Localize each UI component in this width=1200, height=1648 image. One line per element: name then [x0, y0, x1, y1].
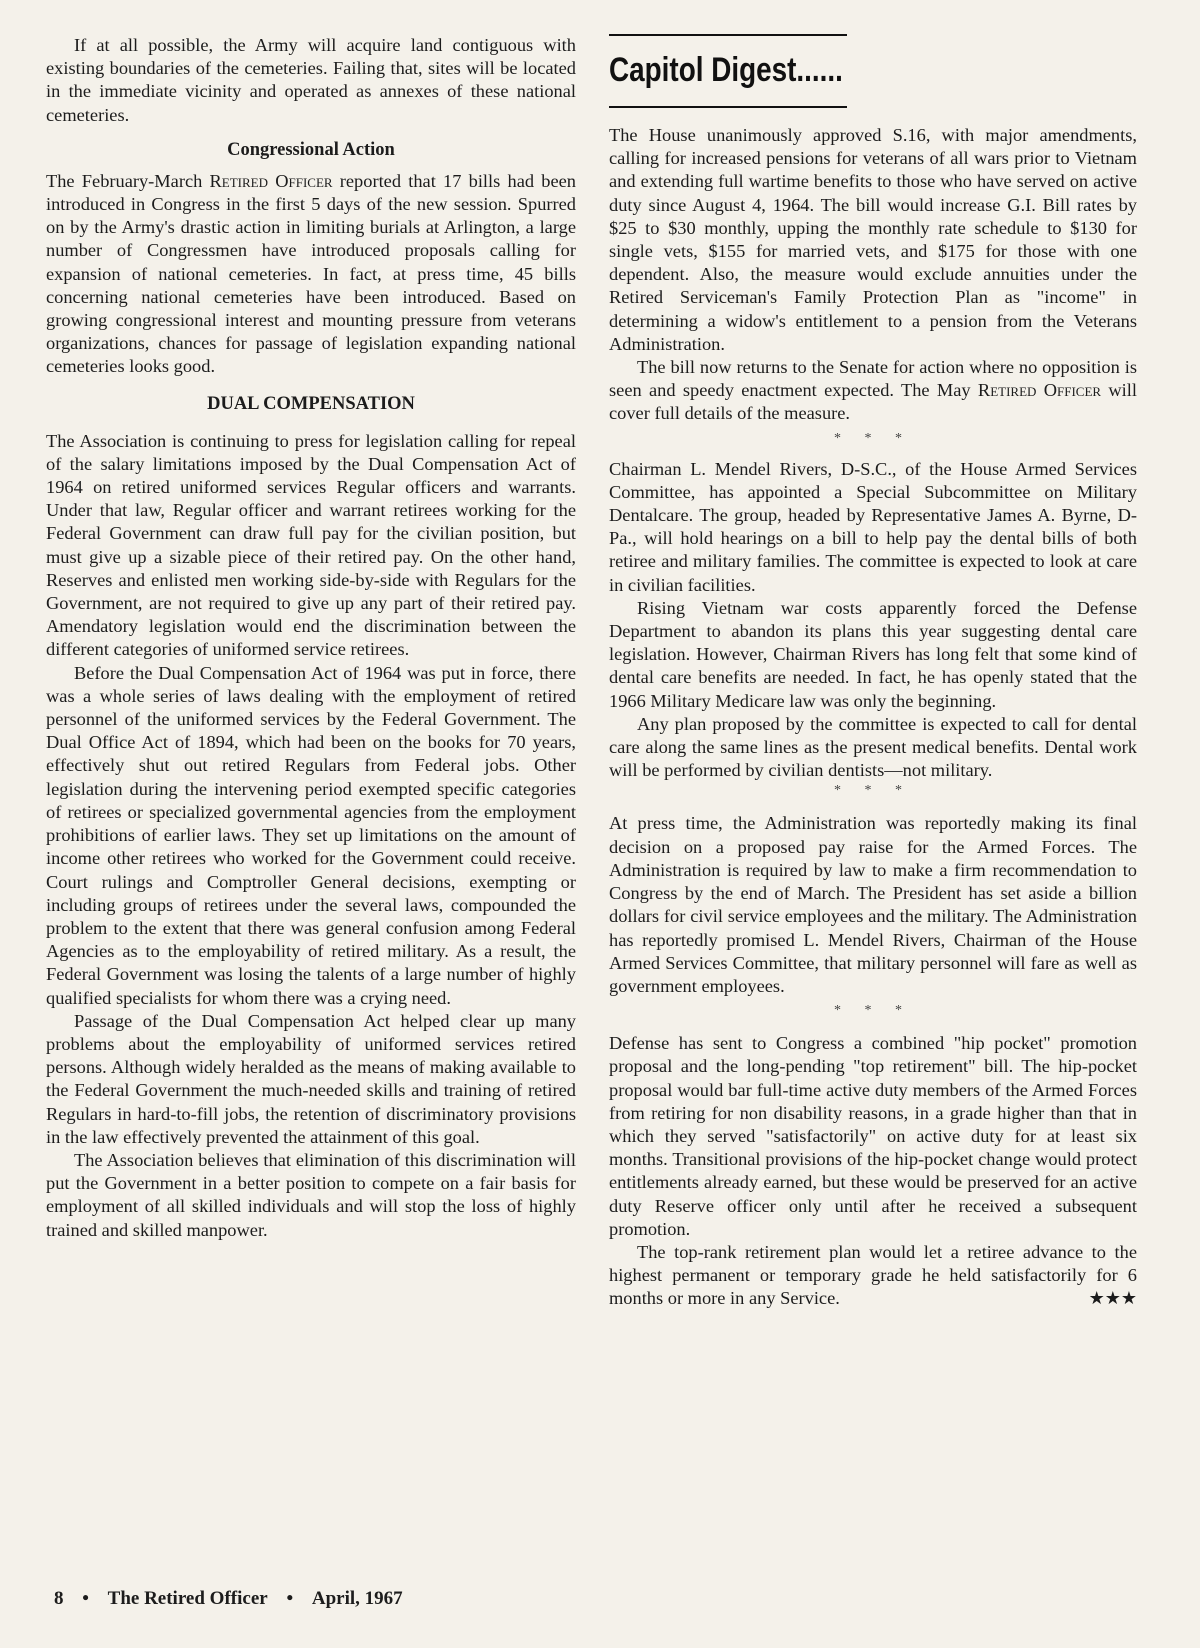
- section-separator: * * *: [834, 1003, 912, 1019]
- paragraph-top-rank-retirement: [609, 1241, 1137, 1311]
- paragraph-cemetery-land: If at all possible, the Army will acquire land contiguous with existing boundaries of the cemeteries. Failing that, sites will be located in the immediate vicinity and operated as annexes of these national cemeteries.: [46, 35, 576, 125]
- heading-dual-compensation: DUAL COMPENSATION: [207, 393, 415, 414]
- paragraph-vietnam-costs: Rising Vietnam war costs apparently forced the Defense Department to abandon its plans this year suggesting dental care legislation. However, Chairman Rivers has long felt that some kind of dental care benefits are needed. In fact, he has openly stated that the 1966 Military Medicare law was only the beginning.: [609, 597, 1137, 711]
- magazine-name-caps: Retired Officer: [209, 170, 333, 191]
- paragraph-dual-comp-1: The Association is continuing to press for legislation calling for repeal of the salary limitations imposed by the Dual Compensation Act of 1964 on retired uniformed services Regular officers and warrants. Under that law, Regular officer and warrant retirees working for the Federal Government can draw full pay for the civilian position, but must give up a sizable piece of their retired pay. On the other hand, Reserves and enlisted men working side-by-side with Regulars for the Government, are not required to give up any part of their retired pay. Amendatory legislation would end the discrimination between the different categories of uniformed service retirees.: [46, 430, 576, 660]
- end-mark-stars: ★★★: [1088, 1288, 1137, 1309]
- paragraph-hip-pocket: Defense has sent to Congress a combined "hip pocket" promotion proposal and the long-pending "top retirement" bill. The hip-pocket proposal would bar full-time active duty members of the Armed Forces from retiring for non disability reasons, in a grade higher than that in which they served "satisfactorily" on active duty for at least six months. Transitional provisions of the hip-pocket change would protect entitlements already earned, but these would be preserved for an active duty Reserve officer only until after he received a subsequent promotion.: [609, 1033, 1137, 1239]
- section-separator: * * *: [834, 430, 912, 446]
- heading-congressional-action: Congressional Action: [227, 139, 395, 160]
- paragraph-house-s16: The House unanimously approved S.16, with major amendments, calling for increased pensions for veterans of all wars prior to Vietnam and extending full wartime benefits to those who have served on active duty since August 4, 1964. The bill would increase G.I. Bill rates by $25 to $30 monthly, upping the monthly rate schedule to $130 for single vets, $155 for married vets, and $175 for those with one dependent. Also, the measure would exclude annuities under the Retired Serviceman's Family Protection Plan as "income" in determining a widow's entitlement to a pension from the Veterans Administration.: [609, 125, 1137, 354]
- publication-name: The Retired Officer: [107, 1588, 268, 1609]
- right-column: [609, 0, 1137, 1311]
- paragraph-senate-action: [609, 356, 1137, 426]
- left-column: [46, 0, 576, 1242]
- page-number: 8: [54, 1588, 64, 1609]
- text-run: will cover full details of the measure.: [609, 380, 1137, 424]
- issue-date: April, 1967: [311, 1588, 403, 1609]
- text-run: reported that 17 bills had been introduced in Congress in the first 5 days of the new session. Spurred on by the Army's drastic action in limiting burials at Arlington, a large number of Congressmen have introduced proposals calling for expansion of national cemeteries. In fact, at press time, 45 bills concerning national cemeteries have been introduced. Based on growing congressional interest and mounting pressure from veterans organizations, chances for passage of legislation expanding national cemeteries looks good.: [46, 170, 576, 377]
- paragraph-congressional-action: [46, 170, 576, 379]
- paragraph-dual-comp-3: Passage of the Dual Compensation Act helped clear up many problems about the employability of uniformed services retired persons. Although widely heralded as the means of making available to the Federal Government the much-needed skills and training of retired Regulars in hard-to-fill jobs, the retention of discriminatory provisions in the law effectively prevented the attainment of this goal.: [46, 1010, 576, 1147]
- footer-bullet: •: [82, 1588, 89, 1609]
- text-run: The top-rank retirement plan would let a retiree advance to the highest permanent or temporary grade he held satisfactorily for 6 months or more in any Service.: [609, 1241, 1137, 1309]
- paragraph-dual-comp-4: The Association believes that elimination of this discrimination will put the Government in a better position to compete on a fair basis for employment of all skilled individuals and will stop the loss of highly trained and skilled manpower.: [46, 1149, 576, 1240]
- section-separator: * * *: [834, 783, 912, 799]
- paragraph-dual-comp-2: Before the Dual Compensation Act of 1964 was put in force, there was a whole series of laws dealing with the employment of retired personnel of the uniformed services by the Federal Government. The Dual Office Act of 1894, which had been on the books for 70 years, effectively shut out retired Regulars from Federal jobs. Other legislation during the intervening period exempted specific categories of retirees or specialized governmental agencies from the employment prohibitions of earlier laws. They set up limitations on the amount of income other retirees who worked for the Government could receive. Court rulings and Comptroller General decisions, exempting or including groups of retirees under the several laws, compounded the problem to the extent that there was general confusion among Federal Agencies as to the employability of retired military. As a result, the Federal Government was losing the talents of a large number of highly qualified specialists for whom there was a crying need.: [46, 662, 576, 1008]
- text-run: The February-March: [46, 170, 210, 191]
- text-run: The bill now returns to the Senate for action where no opposition is seen and speedy enactment expected. The May: [609, 357, 1137, 401]
- magazine-name-caps: Retired Officer: [977, 380, 1102, 401]
- page-footer: [54, 1587, 403, 1611]
- capitol-digest-title: Capitol Digest......: [609, 51, 843, 89]
- paragraph-pay-raise: At press time, the Administration was reportedly making its final decision on a proposed pay raise for the Armed Forces. The Administration is required by law to make a firm recommendation to Congress by the end of March. The President has set aside a billion dollars for civil service employees and the military. The Administration has reportedly promised L. Mendel Rivers, Chairman of the House Armed Services Committee, that military personnel will fare as well as government employees.: [609, 813, 1137, 996]
- paragraph-dentalcare-subcommittee: Chairman L. Mendel Rivers, D-S.C., of the House Armed Services Committee, has appointed a Special Subcommittee on Military Dentalcare. The group, headed by Representative James A. Byrne, D-Pa., will hold hearings on a bill to help pay the dental bills of both retiree and military families. The committee is expected to look at care in civilian facilities.: [609, 458, 1137, 595]
- paragraph-dental-plan: Any plan proposed by the committee is expected to call for dental care along the same lines as the present medical benefits. Dental work will be performed by civilian dentists—not military.: [609, 713, 1137, 781]
- footer-bullet: •: [286, 1588, 294, 1609]
